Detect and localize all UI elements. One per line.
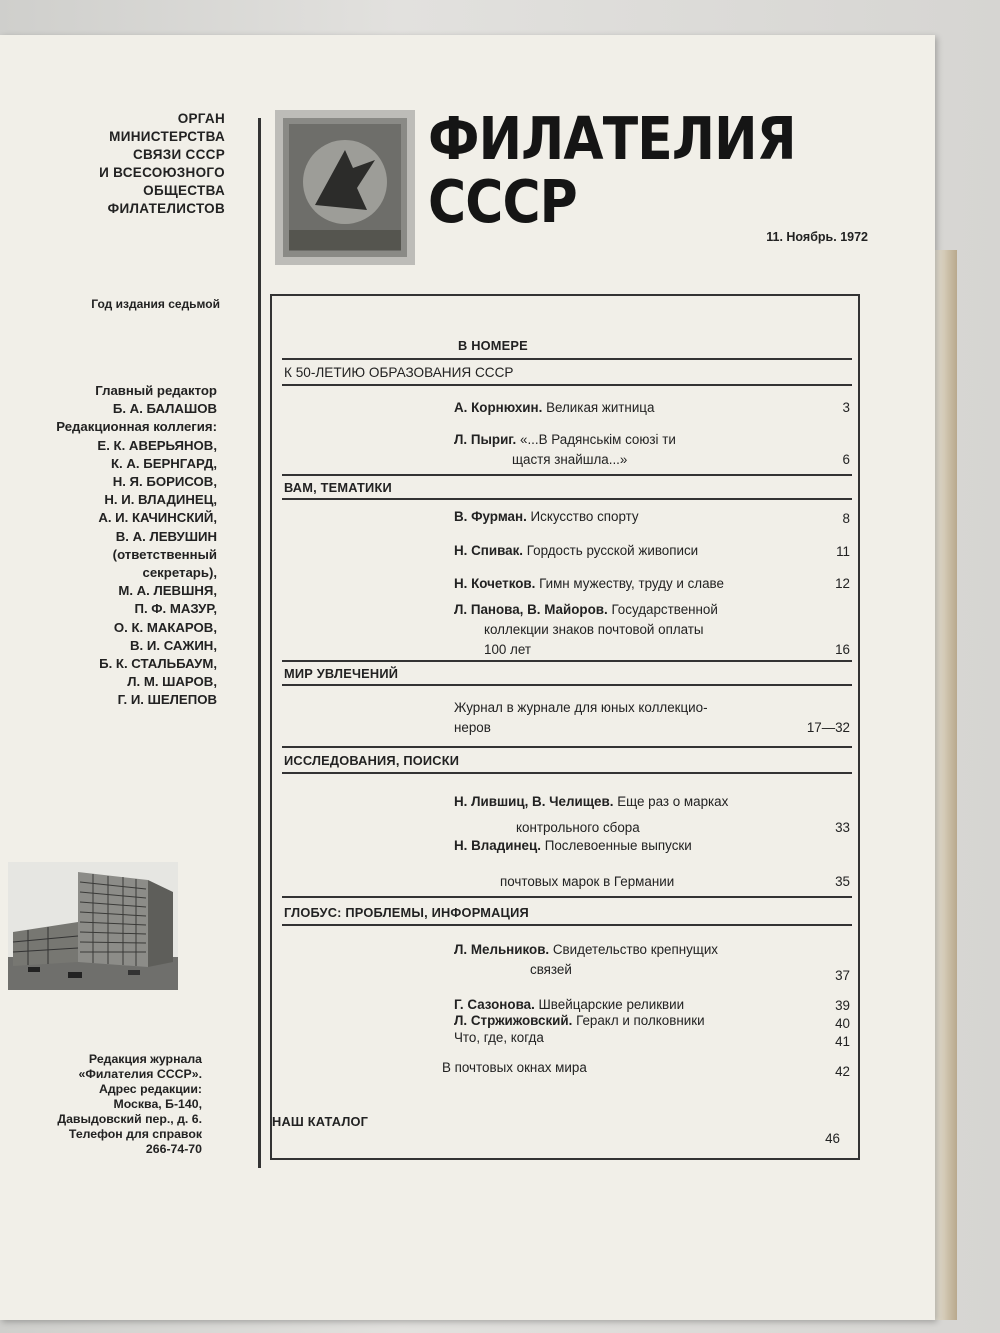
toc-entry (454, 574, 824, 594)
entry-author: Л. Панова, В. Майоров. (454, 602, 608, 617)
section-title: ВАМ, ТЕМАТИКИ (284, 480, 392, 495)
page-number: 40 (835, 1016, 850, 1031)
magazine-title-line1: ФИЛАТЕЛИЯ (428, 104, 796, 173)
editorial-line: М. А. ЛЕВШНЯ, (118, 583, 217, 599)
entry-author: А. Корнюхин. (454, 400, 543, 415)
postage-stamp-image (275, 110, 415, 265)
entry-title: Свидетельство крепнущих (552, 942, 718, 957)
editorial-line: Главный редактор (95, 383, 217, 398)
editorial-line: Редакционная коллегия: (56, 419, 217, 435)
entry-title: Гордость русской живописи (526, 543, 699, 558)
section-title: К 50-ЛЕТИЮ ОБРАЗОВАНИЯ СССР (284, 365, 514, 380)
editorial-line: Н. Я. БОРИСОВ, (112, 474, 217, 490)
entry-author: Л. Стржижовский. (454, 1013, 573, 1028)
page-number: 37 (835, 968, 850, 983)
toc-entry (442, 1058, 792, 1078)
editorial-line: К. А. БЕРНГАРД, (110, 455, 217, 471)
magazine-title-line2: СССР (428, 167, 577, 236)
page-number: 41 (835, 1034, 850, 1049)
editorial-line: В. А. ЛЕВУШИН (115, 528, 217, 544)
entry-author: Н. Спивак. (454, 543, 524, 558)
column-divider (258, 118, 261, 1168)
entry-title: Швейцарские реликвии (538, 997, 685, 1012)
entry-title-cont: контрольного сбора (516, 820, 640, 835)
toc-entry (454, 792, 824, 812)
toc-heading: В НОМЕРЕ (458, 338, 528, 353)
building-photo (8, 862, 178, 990)
magazine-page (0, 35, 935, 1320)
divider (282, 384, 852, 386)
address-line: 266-74-70 (145, 1142, 202, 1156)
entry-author: Н. Лившиц, В. Челищев. (454, 794, 614, 809)
entry-title: Что, где, когда (454, 1030, 544, 1045)
organ-line: И ВСЕСОЮЗНОГО (99, 165, 225, 180)
table-of-contents (270, 294, 860, 1160)
year-of-publication: Год издания седьмой (91, 297, 220, 311)
toc-entry (454, 940, 804, 980)
cover-edge (935, 250, 957, 1320)
entry-author: Л. Мельников. (454, 942, 550, 957)
entry-author: Г. Сазонова. (454, 997, 535, 1012)
toc-entry (454, 507, 804, 527)
entry-title: Государственной (611, 602, 718, 617)
divider (282, 474, 852, 476)
page-number: 12 (835, 576, 850, 591)
editorial-line: О. К. МАКАРОВ, (113, 619, 217, 635)
entry-title-cont: коллекции знаков почтовой оплаты (484, 622, 704, 637)
editorial-line: В. И. САЖИН, (130, 637, 217, 653)
page-number: 8 (842, 511, 850, 526)
editorial-line: Б. К. СТАЛЬБАУМ, (99, 656, 217, 672)
organ-line: СВЯЗИ СССР (132, 147, 225, 162)
address-line: Телефон для справок (68, 1127, 202, 1141)
toc-entry (454, 398, 804, 418)
entry-title: Великая житница (546, 400, 655, 415)
divider (282, 746, 852, 748)
toc-entry (454, 541, 804, 561)
toc-entry (454, 1028, 804, 1048)
page-number: 46 (825, 1131, 840, 1146)
entry-title-cont: неров (454, 720, 491, 735)
divider (282, 684, 852, 686)
organ-line: ФИЛАТЕЛИСТОВ (107, 201, 225, 216)
entry-author: В. Фурман. (454, 509, 527, 524)
entry-title: В почтовых окнах мира (442, 1060, 587, 1075)
divider (282, 772, 852, 774)
editorial-line: Л. М. ШАРОВ, (127, 674, 217, 690)
issue-date: 11. Ноябрь. 1972 (766, 230, 868, 244)
address-line: Давыдовский пер., д. 6. (57, 1112, 202, 1126)
editorial-line: секретарь), (142, 565, 217, 581)
entry-title: Гимн мужеству, труду и славе (539, 576, 724, 591)
organ-line: МИНИСТЕРСТВА (109, 129, 225, 144)
entry-title: Послевоенные выпуски (544, 838, 692, 853)
editorial-line: П. Ф. МАЗУР, (134, 601, 217, 617)
entry-author: Л. Пыриг. (454, 432, 517, 447)
page-number: 35 (835, 874, 850, 889)
section-title: НАШ КАТАЛОГ (272, 1114, 369, 1129)
entry-title: Искусство спорту (530, 509, 639, 524)
address-line: «Филателия СССР». (78, 1067, 202, 1081)
organ-line: ОРГАН (177, 111, 225, 126)
page-number: 42 (835, 1064, 850, 1079)
divider (282, 924, 852, 926)
page-number: 3 (842, 400, 850, 415)
section-title: МИР УВЛЕЧЕНИЙ (284, 666, 399, 681)
page-number: 17—32 (806, 720, 850, 735)
entry-title: Геракл и полковники (576, 1013, 705, 1028)
toc-entry (454, 836, 824, 856)
publisher-organ (30, 110, 225, 218)
address-line: Москва, Б-140, (113, 1097, 202, 1111)
editorial-line: Б. А. БАЛАШОВ (112, 401, 217, 417)
page-number: 16 (835, 642, 850, 657)
entry-author: Н. Владинец. (454, 838, 541, 853)
entry-title: Еще раз о марках (617, 794, 729, 809)
address-line: Редакция журнала (88, 1052, 202, 1066)
toc-entry (454, 600, 824, 660)
page-number: 11 (836, 544, 850, 559)
entry-author: Н. Кочетков. (454, 576, 536, 591)
toc-entry (454, 430, 804, 470)
editorial-line: Н. И. ВЛАДИНЕЦ, (104, 492, 217, 508)
toc-entry (454, 698, 794, 738)
entry-title: Журнал в журнале для юных коллекцио- (454, 700, 708, 715)
entry-title-cont: почтовых марок в Германии (500, 874, 675, 889)
editorial-line: Г. И. ШЕЛЕПОВ (117, 692, 217, 708)
organ-line: ОБЩЕСТВА (143, 183, 225, 198)
editorial-board (20, 382, 217, 710)
page-number: 6 (842, 452, 850, 467)
editorial-line: Е. К. АВЕРЬЯНОВ, (97, 437, 217, 453)
section-title: ГЛОБУС: ПРОБЛЕМЫ, ИНФОРМАЦИЯ (284, 905, 529, 920)
divider (282, 498, 852, 500)
entry-title-cont: 100 лет (484, 642, 532, 657)
entry-title: «...В Радянськім союзі ти (520, 432, 676, 447)
divider (282, 358, 852, 360)
divider (282, 660, 852, 662)
editorial-line: А. И. КАЧИНСКИЙ, (98, 510, 217, 526)
page-number: 33 (835, 820, 850, 835)
divider (282, 896, 852, 898)
entry-title-cont: связей (530, 962, 572, 977)
section-title: ИССЛЕДОВАНИЯ, ПОИСКИ (284, 753, 460, 768)
editorial-line: (ответственный (112, 546, 217, 562)
page-number: 39 (835, 998, 850, 1013)
address-line: Адрес редакции: (98, 1082, 202, 1096)
entry-title-cont: щастя знайшла...» (512, 452, 628, 467)
editorial-address (30, 1052, 202, 1157)
